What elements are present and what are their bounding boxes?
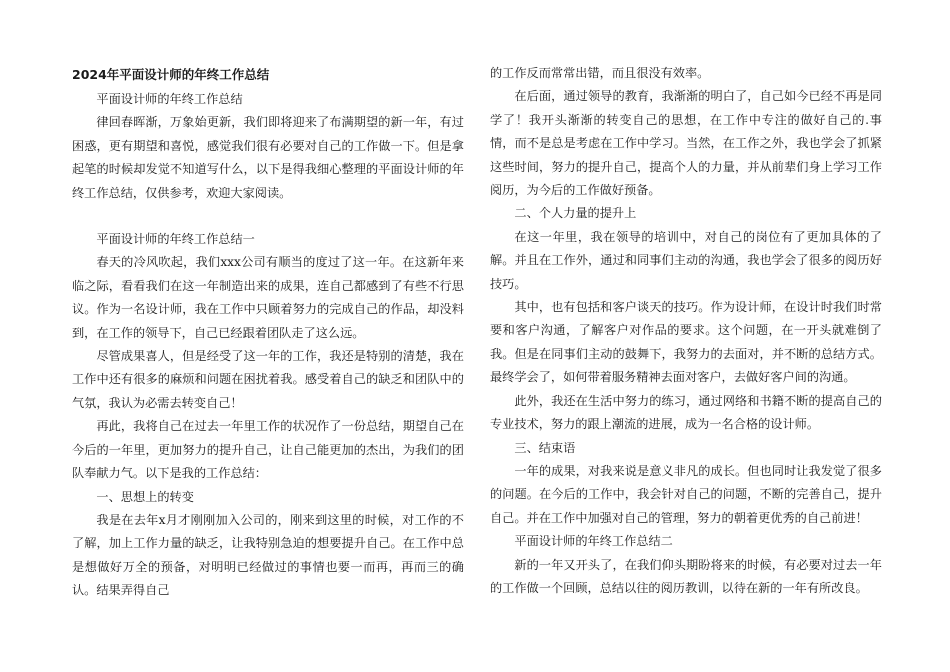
body-paragraph: 春天的冷风吹起，我们xxx公司有顺当的度过了这一年。在这新年来临之际，看看我们在这一年制造出来的成果，连自己都感到了有些不行思议。作为一名设计师，我在工作中只顾着努力的完成自己的作品，却没料到，在工作的领导下，自己已经跟着团队走了这么远。 bbox=[72, 255, 464, 340]
body-paragraph: 我是在去年x月才刚刚加入公司的，刚来到这里的时候，对工作的不了解，加上工作力量的缺乏，让我特别急迫的想要提升自己。在工作中总是想做好万全的预备，对明明已经做过的事情也要一而再，再而三的确认。结果弄得自己 bbox=[72, 512, 464, 598]
subsection-heading: 二、个人力量的提升上 bbox=[514, 206, 637, 221]
body-paragraph: 在后面，通过领导的教育，我渐渐的明白了，自己如今已经不再是同学了！我开头渐渐的转变自己的思想，在工作中专注的做好自己的.事情，而不是总是考虑在工作中学习。当然，在工作之外，我也学会了抓紧这些时间，努力的提升自己，提高个人的力量，并从前辈们身上学习工作阅历，为今后的工作做好预备。 bbox=[490, 89, 882, 198]
body-paragraph: 此外，我还在生活中努力的练习，通过网络和书籍不断的提高自己的专业技术，努力的跟上潮流的进展，成为一名合格的设计师。 bbox=[490, 393, 882, 432]
subsection-heading: 一、思想上的转变 bbox=[96, 489, 194, 504]
blank-line bbox=[72, 205, 464, 228]
body-paragraph: 尽管成果喜人，但是经受了这一年的工作，我还是特别的清楚，我在工作中还有很多的麻烦和问题在困扰着我。感受着自己的缺乏和团队中的气氛，我认为必需去转变自己！ bbox=[72, 349, 464, 410]
section-heading: 平面设计师的年终工作总结一 bbox=[96, 232, 255, 247]
body-paragraph: 再此，我将自己在过去一年里工作的状况作了一份总结，期望自己在今后的一年里，更加努力的提升自己，让自己能更加的杰出，为我们的团队奉献力气。以下是我的工作总结： bbox=[72, 419, 464, 481]
body-paragraph: 其中，也有包括和客户谈天的技巧。作为设计师，在设计时我们时常要和客户沟通，了解客户对作品的要求。这个问题，在一开头就难倒了我。但是在同事们主动的鼓舞下，我努力的去面对，并不断的总结方式。最终学会了，如何带着服务精神去面对客户，去做好客户间的沟通。 bbox=[490, 300, 882, 385]
continued-paragraph: 的工作反而常常出错，而且很没有效率。 bbox=[490, 66, 710, 80]
document-title: 2024年平面设计师的年终工作总结 bbox=[72, 67, 270, 82]
body-paragraph: 一年的成果，对我来说是意义非凡的成长。但也同时让我发觉了很多的问题。在今后的工作中，我会针对自己的问题，不断的完善自己，提升自己。并在工作中加强对自己的管理，努力的朝着更优秀的自己前进！ bbox=[490, 463, 882, 525]
intro-paragraph: 律回春晖渐，万象始更新，我们即将迎来了布满期望的新一年，有过困惑，更有期望和喜悦，感觉我们很有必要对自己的工作做一下。但是拿起笔的时候却发觉不知道写什么，以下是得我细心整理的平面设计师的年终工作总结，仅供参考，欢迎大家阅读。 bbox=[72, 115, 464, 200]
body-paragraph: 新的一年又开头了，在我们仰头期盼将来的时候，有必要对过去一年的工作做一个回顾，总结以往的阅历教训，以待在新的一年有所改良。 bbox=[490, 557, 882, 595]
left-column bbox=[72, 62, 464, 603]
section-heading: 平面设计师的年终工作总结二 bbox=[514, 534, 673, 549]
body-paragraph: 在这一年里，我在领导的培训中，对自己的岗位有了更加具体的了解。并且在工作外，通过和同事们主动的沟通，我也学会了很多的阅历好技巧。 bbox=[490, 229, 882, 291]
subsection-heading: 三、结束语 bbox=[514, 440, 576, 455]
section-subtitle: 平面设计师的年终工作总结 bbox=[96, 92, 243, 106]
right-column bbox=[490, 62, 882, 600]
